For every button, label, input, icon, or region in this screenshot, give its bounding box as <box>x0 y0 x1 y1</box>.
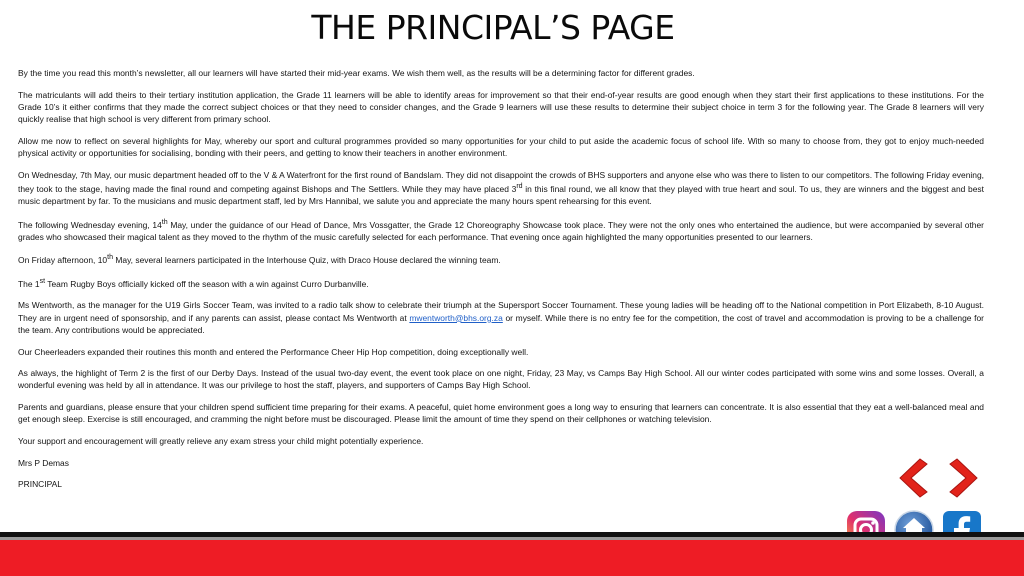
email-link[interactable]: mwentworth@bhs.org.za <box>409 312 503 323</box>
paragraph-cheerleaders: Our Cheerleaders expanded their routines this month and entered the Performance Cheer Hip Hop competition, doing exceptionally well. <box>18 346 529 357</box>
previous-page-button[interactable] <box>896 458 928 498</box>
paragraph-choreography: The following Wednesday evening, 14th May, under the guidance of our Head of Dance, Mrs Vossgatter, the Grade 12 Choreography Showcase took place. They were not the only ones who entertained the audience, but were accompanied by several other grades who showcased their magical talent as they moved to the rhythm of the music carefully selected for each performance. That evening once again highlighted the many opportunities presented to our learners. <box>18 218 984 242</box>
paragraph-exam-prep: Parents and guardians, please ensure that your children spend sufficient time preparing for their exams. A peaceful, quiet home environment goes a long way to ensuring that learners can concentrate. It is also essential that they eat a well-balanced meal and get enough sleep. Exercise is still encouraged, and cramming the night before must be discouraged. Please limit the amount of time they spend on their cellphones or watching television. <box>18 402 984 425</box>
paragraph-quiz: On Friday afternoon, 10th May, several learners participated in the Interhouse Quiz, with Draco House declared the winning team. <box>18 254 501 266</box>
paragraph-support: Your support and encouragement will greatly relieve any exam stress your child might potentially experience. <box>18 436 424 447</box>
chevron-left-icon <box>896 458 928 498</box>
paragraph-rugby: The 1st Team Rugby Boys officially kicked off the season with a win against Curro Durbanville. <box>18 277 369 289</box>
signature-title: PRINCIPAL <box>18 479 62 490</box>
paragraph-grades: The matriculants will add theirs to their tertiary institution application, the Grade 11 learners will be able to identify areas for improvement so that their end-of-year results are good enough when they start their first applications to these institutions. For the Grade 10’s it either confirms that they made the correct subject choices or that they need to consider changes, and the Grade 9 learners will use these results to determine their subject choice in term 3 for the following year. The Grade 8 learners will very quickly realise that high school is very different from primary school. <box>18 89 984 125</box>
newsletter-body <box>18 67 984 500</box>
next-page-button[interactable] <box>949 458 981 498</box>
paragraph-highlights: Allow me now to reflect on several highlights for May, whereby our sport and cultural programmes provided so many opportunities for your child to put aside the academic focus of school life. With so many to choose from, they got to enjoy much-needed physical activity or opportunities for socialising, bonding with their peers, and getting to know their teachers in another environment. <box>18 135 984 159</box>
chevron-right-icon <box>949 458 981 498</box>
signature-name: Mrs P Demas <box>18 457 69 468</box>
paragraph-derby: As always, the highlight of Term 2 is the first of our Derby Days. Instead of the usual two-day event, the event took place on one night, Friday, 23 May, vs Camps Bay High School. All our winter codes participated with some wins and some losses. Overall, a wonderful evening was held by all in attendance. It was our privilege to host the staff, players, and supporters of Camps Bay High School. <box>18 368 984 391</box>
paragraph-soccer: Ms Wentworth, as the manager for the U19 Girls Soccer Team, was invited to a radio talk show to celebrate their triumph at the Supersport Soccer Tournament. These young ladies will be heading off to the National competition in Port Elizabeth, 8-10 August. They are in urgent need of sponsorship, and if any parents can assist, please contact Ms Wentworth at mwentworth@bhs.org.za or myself. While there is no entry fee for the competition, the cost of travel and accommodation is proving to be a challenge for the team. Any contributions would be appreciated. <box>18 300 984 335</box>
paragraph-bandslam: On Wednesday, 7th May, our music department headed off to the V & A Waterfront for the first round of Bandslam. They did not disappoint the crowds of BHS supporters and anyone else who was there to listen to our competitors. The following Friday evening, they took to the stage, having made the final round and competing against Bishops and The Settlers. While they may have placed 3rd in this final round, we all know that they played with true heart and soul. To us, they are winners and the biggest and best music department by far. To the musicians and music department staff, led by Mrs Hannibal, we salute you and appreciate the many hours spent rehearsing for this event. <box>18 169 984 206</box>
paragraph-exams: By the time you read this month’s newsletter, all our learners will have started their mid-year exams. We wish them well, as the results will be a determining factor for different grades. <box>18 68 695 78</box>
page-title: THE PRINCIPAL’S PAGE <box>311 8 675 47</box>
footer-bar <box>0 540 1024 576</box>
